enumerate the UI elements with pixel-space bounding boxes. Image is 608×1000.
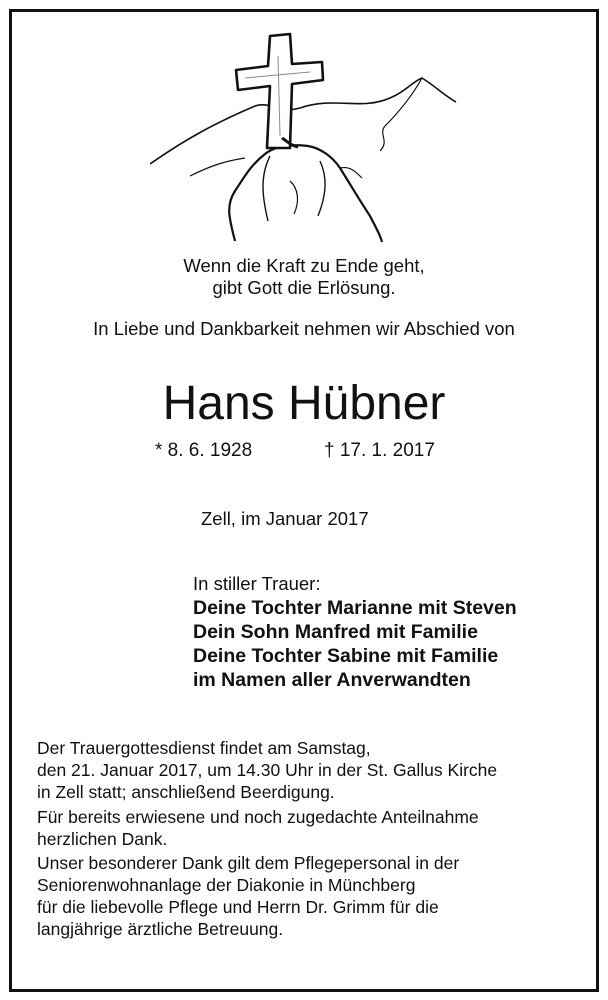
thanks-line: Für bereits erwiesene und noch zugedachte Anteilnahme — [37, 807, 479, 827]
thanks-line: langjährige ärztliche Betreuung. — [37, 919, 284, 939]
cross-on-mountain-icon — [150, 16, 460, 246]
mourners-intro: In stiller Trauer: — [193, 573, 321, 594]
farewell-text: In Liebe und Dankbarkeit nehmen wir Abschied von — [93, 318, 515, 339]
service-info — [37, 737, 577, 803]
mourner-line: Deine Tochter Marianne mit Steven — [193, 597, 517, 619]
motto-line: Wenn die Kraft zu Ende geht, — [183, 255, 425, 276]
mourner-line: Deine Tochter Sabine mit Familie — [193, 645, 499, 667]
thanks-line: Unser besonderer Dank gilt dem Pflegepersonal in der — [37, 853, 460, 873]
thanks-line: für die liebevolle Pflege und Herrn Dr. Grimm für die — [37, 897, 439, 917]
mourner-line: Dein Sohn Manfred mit Familie — [193, 621, 478, 643]
deceased-name: Hans Hübner — [162, 377, 446, 430]
service-line: Der Trauergottesdienst findet am Samstag, — [37, 738, 371, 758]
thanks-line: herzlichen Dank. — [37, 829, 168, 849]
motto-line: gibt Gott die Erlösung. — [212, 277, 396, 298]
thanks-general — [37, 806, 577, 850]
service-line: den 21. Januar 2017, um 14.30 Uhr in der St. Gallus Kirche — [37, 760, 498, 780]
place-date: Zell, im Januar 2017 — [201, 508, 369, 529]
mourner-line: im Namen aller Anverwandten — [193, 669, 471, 691]
birth-date: * 8. 6. 1928 — [155, 440, 253, 461]
death-date: † 17. 1. 2017 — [324, 440, 435, 461]
thanks-special — [37, 852, 577, 940]
service-line: in Zell statt; anschließend Beerdigung. — [37, 782, 335, 802]
thanks-line: Seniorenwohnanlage der Diakonie in Münchberg — [37, 875, 416, 895]
